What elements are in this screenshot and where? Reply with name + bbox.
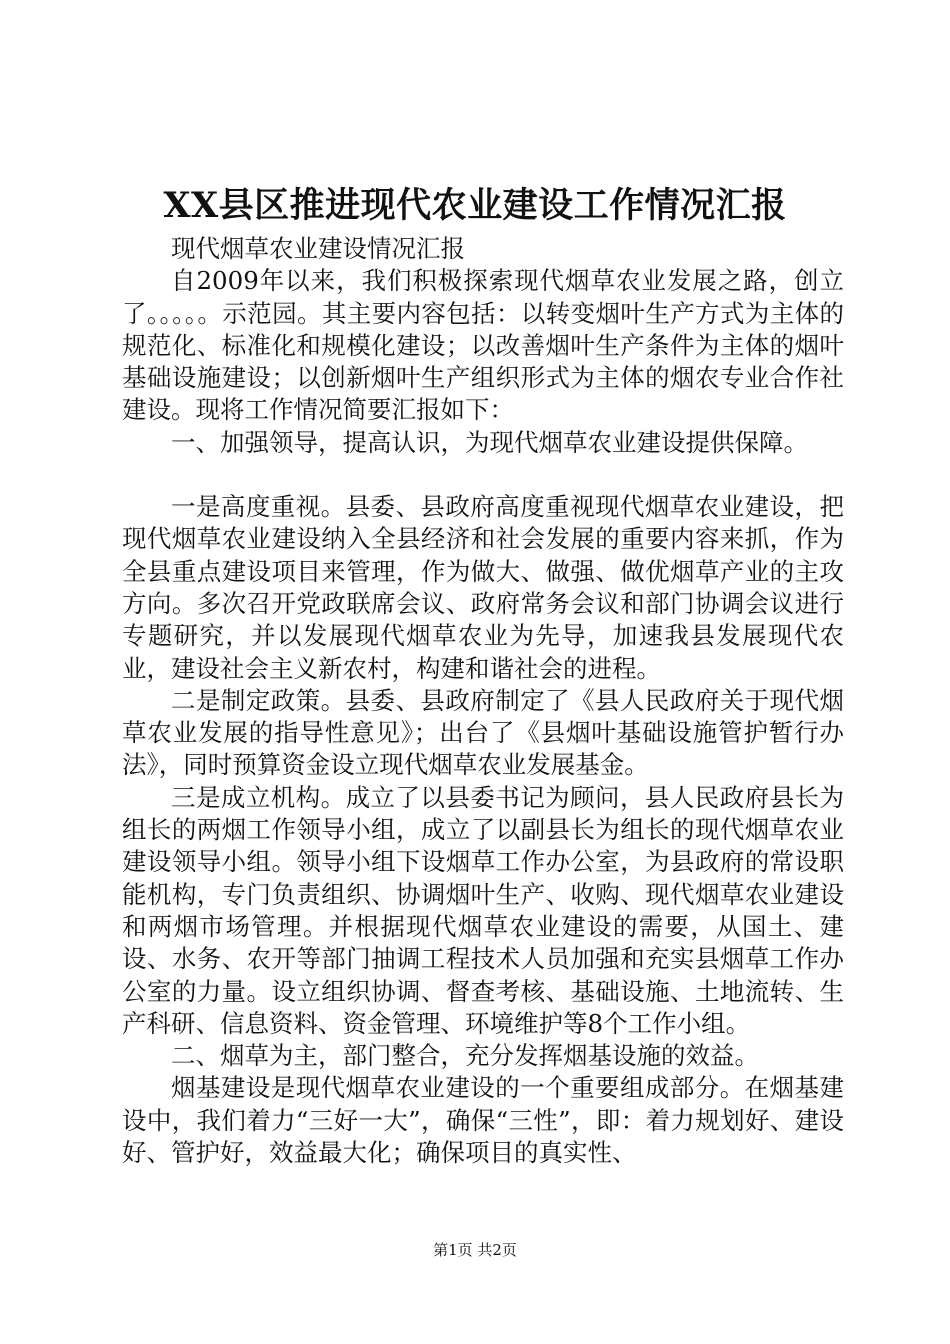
- body-paragraph: 一是高度重视。县委、县政府高度重视现代烟草农业建设，把现代烟草农业建设纳入全县经济和社会发展的重要内容来抓，作为全县重点建设项目来管理，作为做大、做强、做优烟草产业的主攻方向。多次召开党政联席会议、政府常务会议和部门协调会议进行专题研究，并以发展现代烟草农业为先导，加速我县发展现代农业，建设社会主义新农村，构建和谐社会的进程。: [122, 492, 844, 683]
- body-paragraph: 二是制定政策。县委、县政府制定了《县人民政府关于现代烟草农业发展的指导性意见》；出台了《县烟叶基础设施管护暂行办法》，同时预算资金设立现代烟草农业发展基金。: [122, 685, 844, 780]
- section-heading-1: 一、加强领导，提高认识，为现代烟草农业建设提供保障。: [171, 427, 808, 457]
- body-paragraph: 三是成立机构。成立了以县委书记为顾问，县人民政府县长为组长的两烟工作领导小组，成立了以副县长为组长的现代烟草农业建设领导小组。领导小组下设烟草工作办公室，为县政府的常设职能机构，专门负责组织、协调烟叶生产、收购、现代烟草农业建设和两烟市场管理。并根据现代烟草农业建设的需要，从国土、建设、水务、农开等部门抽调工程技术人员加强和充实县烟草工作办公室的力量。设立组织协调、督查考核、基础设施、土地流转、生产科研、信息资料、资金管理、环境维护等8个工作小组。: [122, 782, 844, 1038]
- document-title: XX县区推进现代农业建设工作情况汇报: [163, 185, 787, 226]
- section-heading-2: 二、烟草为主，部门整合，充分发挥烟基设施的效益。: [171, 1041, 759, 1071]
- document-body: [122, 233, 844, 1169]
- body-paragraph: 烟基建设是现代烟草农业建设的一个重要组成部分。在烟基建设中，我们着力“三好一大”，确保“三性”，即：着力规划好、建设好、管护好，效益最大化；确保项目的真实性、: [122, 1073, 844, 1168]
- intro-paragraph: 自2009年以来，我们积极探索现代烟草农业发展之路，创立了。。。。。示范园。其主要内容包括：以转变烟叶生产方式为主体的规范化、标准化和规模化建设；以改善烟叶生产条件为主体的烟叶基础设施建设；以创新烟叶生产组织形式为主体的烟农专业合作社建设。现将工作情况简要汇报如下：: [122, 266, 844, 425]
- page-footer: 第1页 共2页: [433, 1241, 517, 1259]
- subtitle-paragraph: 现代烟草农业建设情况汇报: [171, 234, 465, 263]
